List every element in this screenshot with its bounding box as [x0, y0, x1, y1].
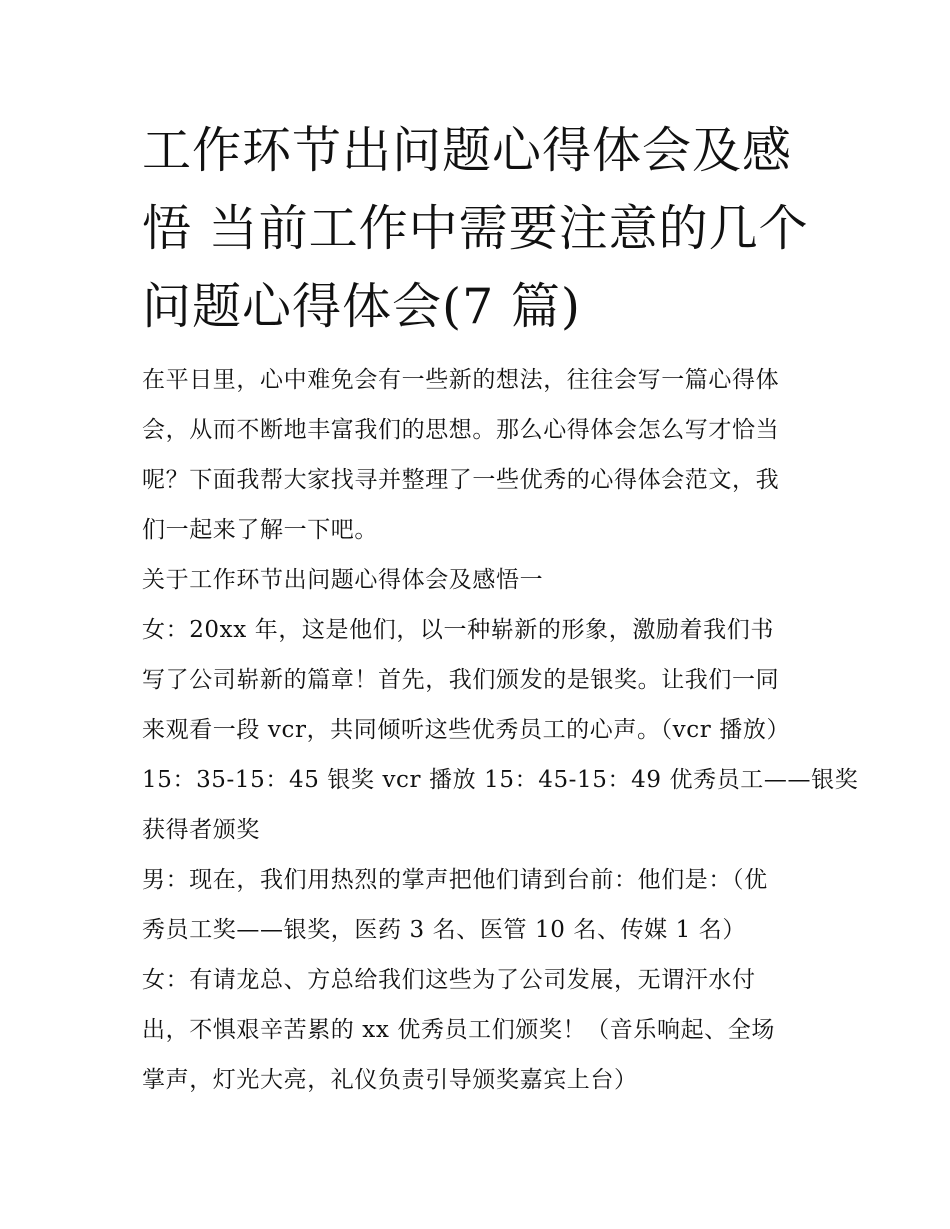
- text-line: 们一起来了解一下吧。: [142, 517, 378, 543]
- text-line: 15：35-15：45 银奖 vcr 播放 15：45-15：49 优秀员工——银奖: [142, 767, 859, 793]
- title-line: 工作环节出问题心得体会及感: [142, 122, 793, 179]
- text-line: 女：有请龙总、方总给我们这些为了公司发展，无谓汗水付: [142, 967, 756, 993]
- text-line: 会，从而不断地丰富我们的思想。那么心得体会怎么写才恰当: [142, 417, 780, 443]
- text-line: 秀员工奖——银奖，医药 3 名、医管 10 名、传媒 1 名）: [142, 917, 746, 943]
- text-line: 写了公司崭新的篇章！首先，我们颁发的是银奖。让我们一同: [142, 667, 780, 693]
- text-line: 来观看一段 vcr，共同倾听这些优秀员工的心声。（vcr 播放）: [142, 717, 791, 743]
- dialogue-paragraph: [142, 605, 859, 855]
- title-line: 悟 当前工作中需要注意的几个: [142, 200, 809, 257]
- document-title: [142, 112, 822, 346]
- text-line: 出，不惧艰辛苦累的 xx 优秀员工们颁奖！（音乐响起、全场: [142, 1017, 775, 1043]
- text-line: 关于工作环节出问题心得体会及感悟一: [142, 567, 544, 593]
- section-heading: [142, 555, 822, 605]
- text-line: 呢？下面我帮大家找寻并整理了一些优秀的心得体会范文，我: [142, 467, 780, 493]
- text-line: 男：现在，我们用热烈的掌声把他们请到台前：他们是：（优: [142, 867, 768, 893]
- dialogue-paragraph: [142, 955, 822, 1105]
- text-line: 获得者颁奖: [142, 817, 260, 843]
- dialogue-paragraph: [142, 855, 822, 955]
- text-line: 在平日里，心中难免会有一些新的想法，往往会写一篇心得体: [142, 367, 780, 393]
- document-body: [142, 355, 859, 1105]
- text-line: 女：20xx 年，这是他们，以一种崭新的形象，激励着我们书: [142, 617, 774, 643]
- intro-paragraph: [142, 355, 822, 555]
- text-line: 掌声，灯光大亮，礼仪负责引导颁奖嘉宾上台）: [142, 1067, 638, 1093]
- title-line: 问题心得体会(7 篇): [142, 278, 581, 335]
